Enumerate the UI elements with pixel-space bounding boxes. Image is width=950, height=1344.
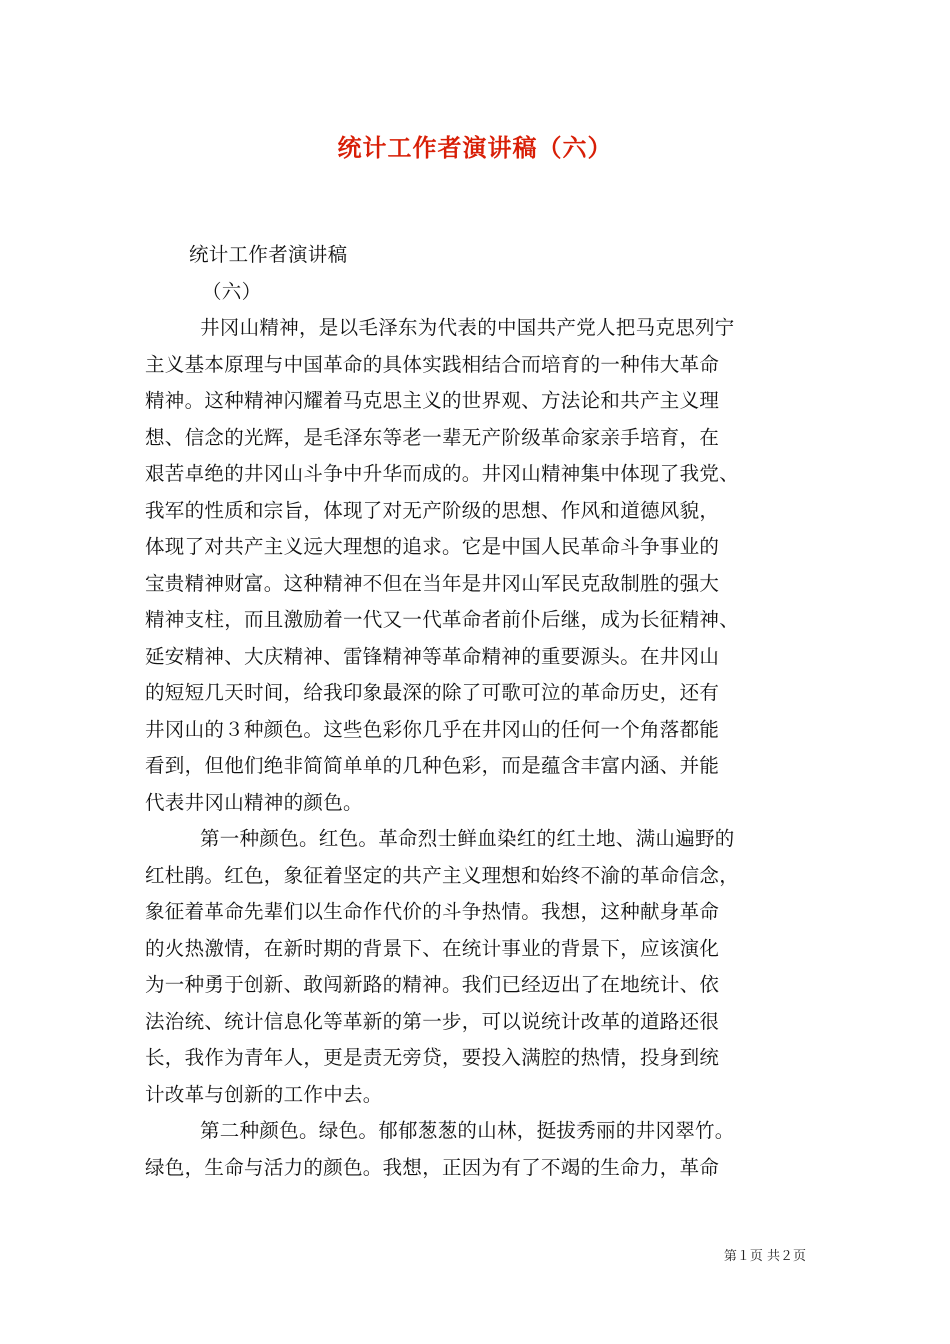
- text-line: 延安精神、大庆精神、雷锋精神等革命精神的重要源头。在井冈山: [145, 644, 720, 668]
- text-line: 宝贵精神财富。这种精神不但在当年是井冈山军民克敌制胜的强大: [145, 571, 720, 595]
- text-line: 想、信念的光辉，是毛泽东等老一辈无产阶级革命家亲手培育，在: [145, 425, 720, 449]
- text-line: 精神。这种精神闪耀着马克思主义的世界观、方法论和共产主义理: [145, 389, 720, 412]
- text-line: 第二种颜色。绿色。郁郁葱葱的山林，挺拔秀丽的井冈翠竹。: [200, 1119, 735, 1142]
- text-line: 计改革与创新的工作中去。: [145, 1082, 383, 1106]
- document-body: [145, 237, 835, 1186]
- text-line: 主义基本原理与中国革命的具体实践相结合而培育的一种伟大革命: [145, 352, 720, 376]
- text-line: 法治统、统计信息化等革新的第一步，可以说统计改革的道路还很: [145, 1009, 720, 1033]
- text-line: 的火热激情，在新时期的背景下、在统计事业的背景下，应该演化: [145, 936, 720, 960]
- page-title: 统计工作者演讲稿（六）: [337, 133, 613, 162]
- text-line: 长，我作为青年人，更是责无旁贷，要投入满腔的热情，投身到统: [145, 1046, 720, 1069]
- text-line: 体现了对共产主义远大理想的追求。它是中国人民革命斗争事业的: [145, 535, 720, 558]
- text-line: 绿色，生命与活力的颜色。我想，正因为有了不竭的生命力，革命: [145, 1155, 720, 1179]
- text-line: 井冈山的３种颜色。这些色彩你几乎在井冈山的任何一个角落都能: [145, 717, 720, 741]
- text-line: 为一种勇于创新、敢闯新路的精神。我们已经迈出了在地统计、依: [145, 973, 720, 996]
- text-line: 红杜鹃。红色，象征着坚定的共产主义理想和始终不渝的革命信念，: [145, 863, 740, 887]
- text-line: 象征着革命先辈们以生命作代价的斗争热情。我想，这种献身革命: [145, 900, 720, 923]
- text-line: 我军的性质和宗旨，体现了对无产阶级的思想、作风和道德风貌，: [145, 498, 720, 522]
- text-line: 艰苦卓绝的井冈山斗争中升华而成的。井冈山精神集中体现了我党、: [145, 462, 740, 485]
- text-line: 精神支柱，而且激励着一代又一代革命者前仆后继，成为长征精神、: [145, 608, 740, 631]
- text-line: 井冈山精神，是以毛泽东为代表的中国共产党人把马克思列宁: [200, 316, 735, 339]
- text-line: 的短短几天时间，给我印象最深的除了可歌可泣的革命历史，还有: [145, 681, 720, 704]
- text-line: 看到，但他们绝非简简单单的几种色彩，而是蕴含丰富内涵、并能: [145, 754, 720, 777]
- page-number: 第１页 共２页: [723, 1249, 806, 1264]
- text-line: 代表井冈山精神的颜色。: [145, 790, 363, 814]
- subtitle-line: 统计工作者演讲稿: [189, 243, 348, 266]
- subtitle-number: （六）: [202, 279, 262, 303]
- text-line: 第一种颜色。红色。革命烈士鲜血染红的红土地、满山遍野的: [200, 827, 735, 850]
